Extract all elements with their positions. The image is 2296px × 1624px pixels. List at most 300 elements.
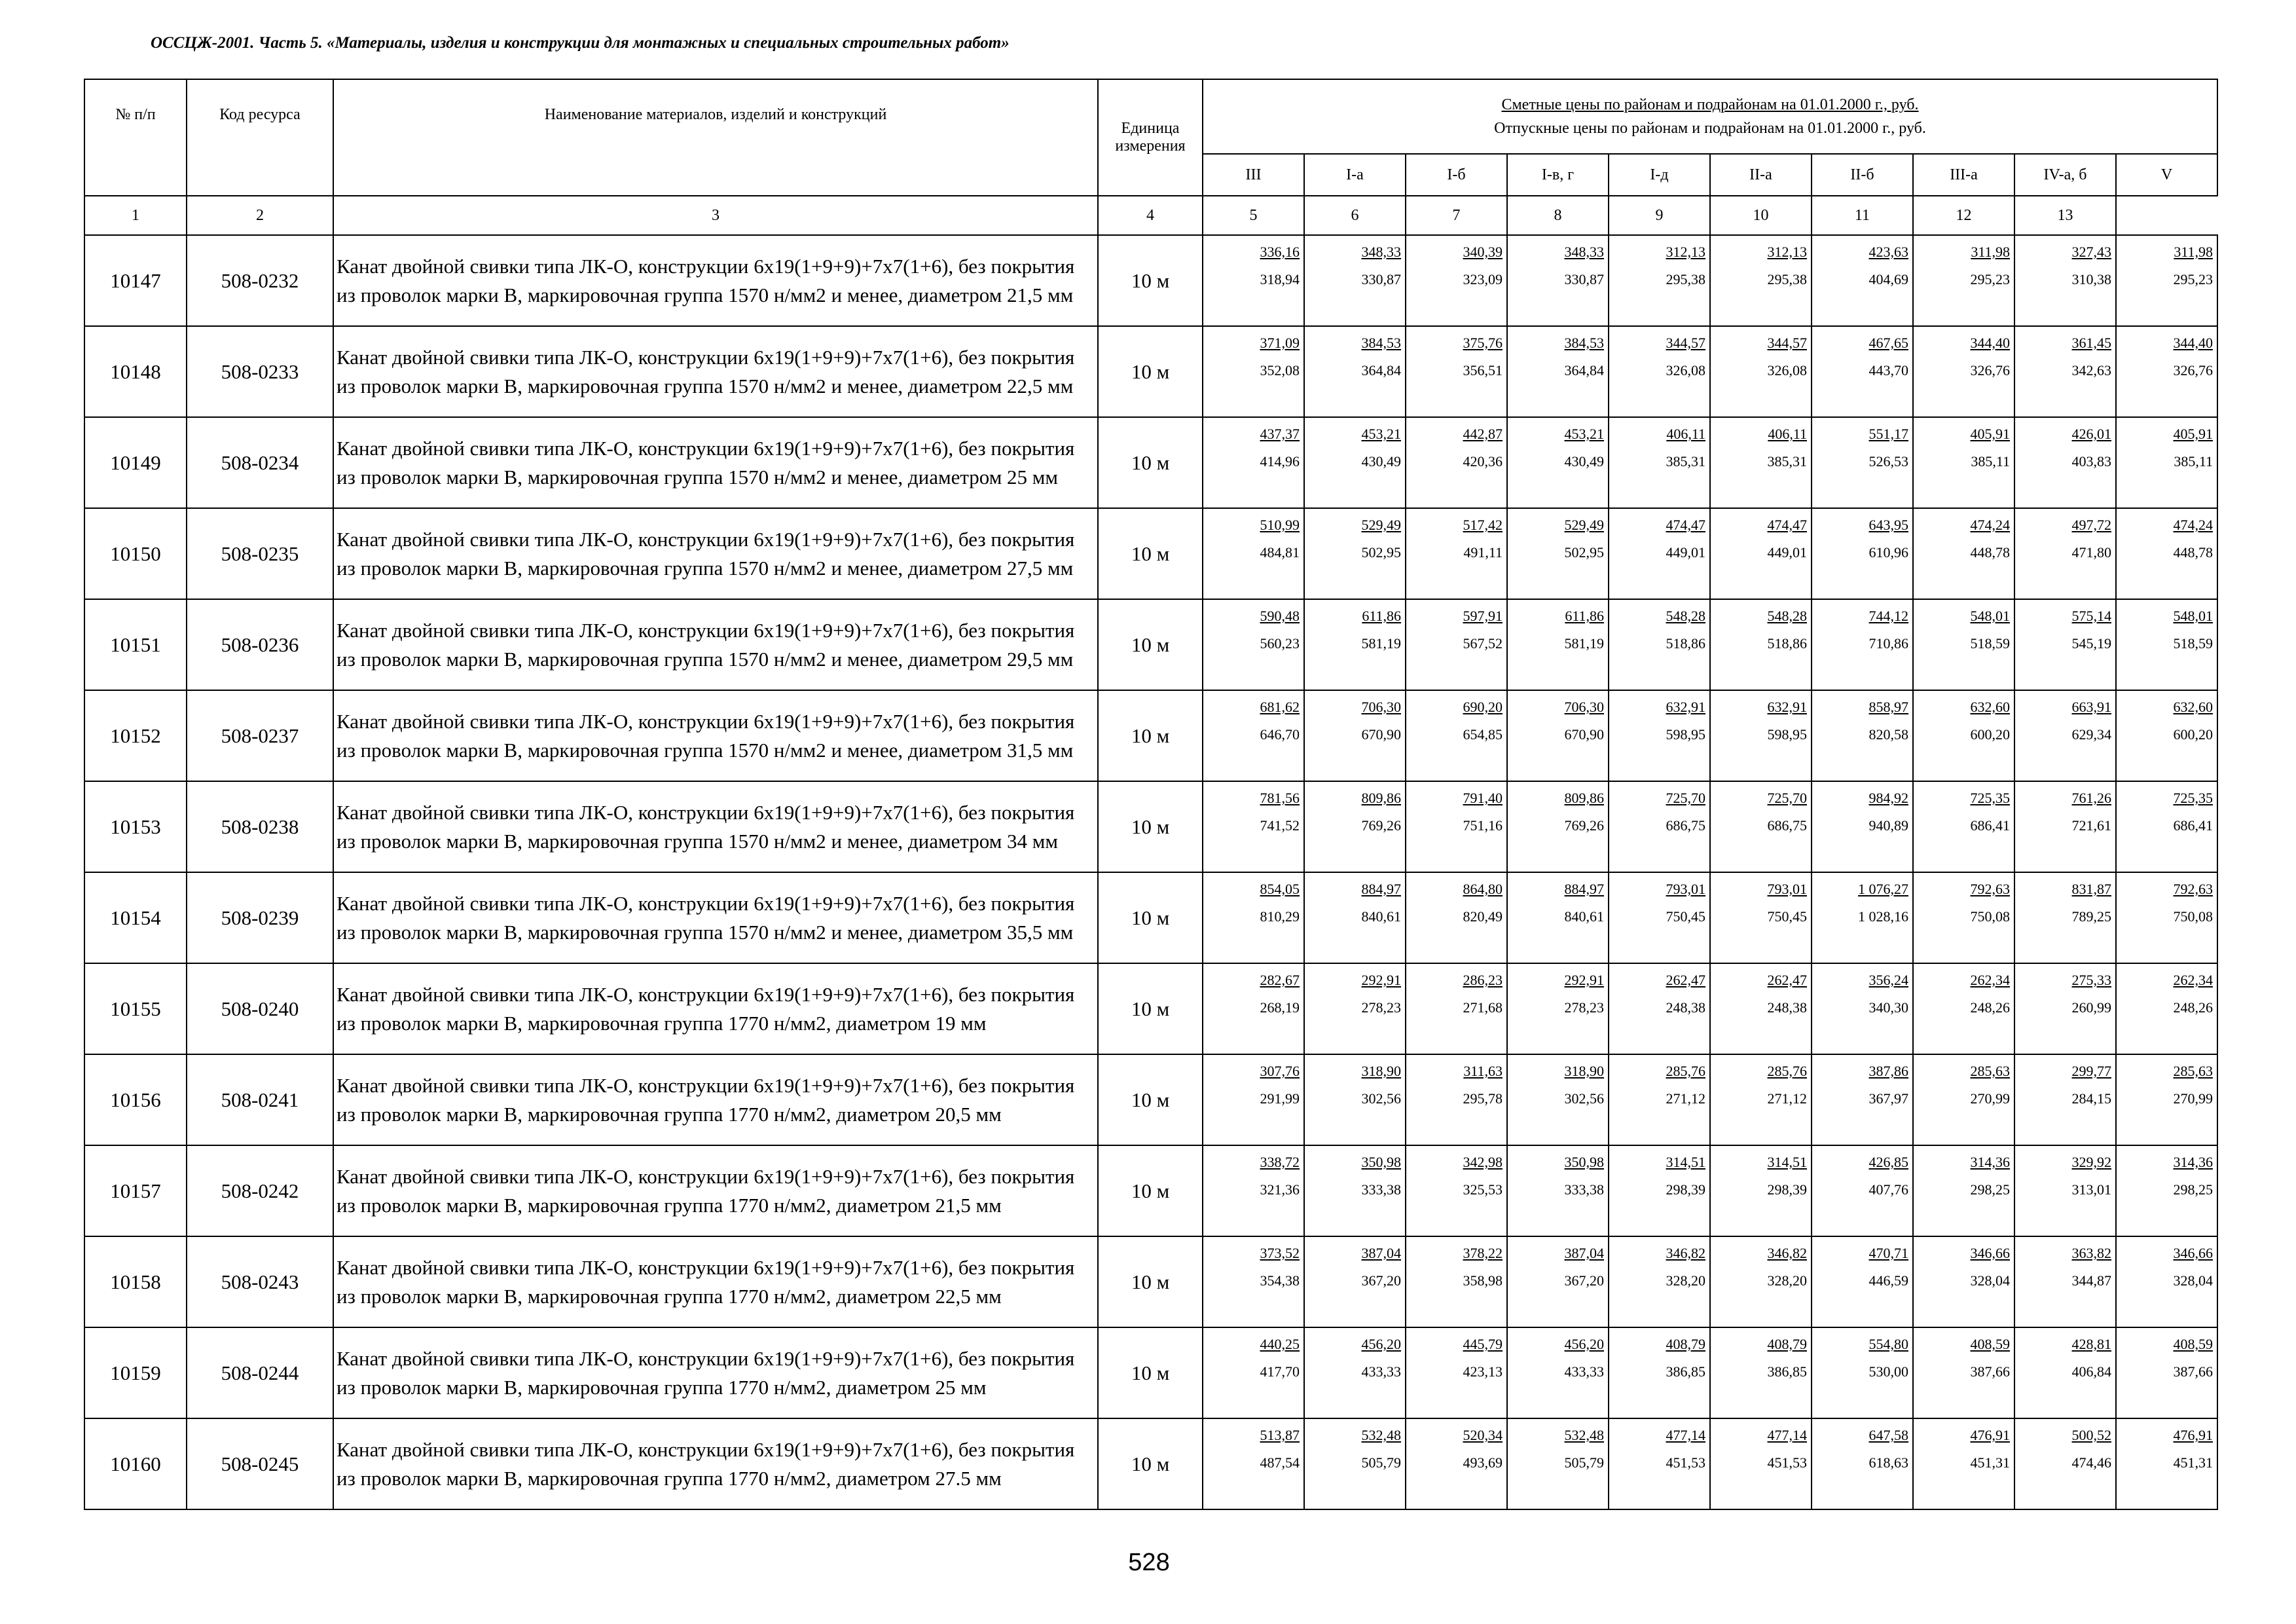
price-cell bbox=[1609, 872, 1710, 963]
price-cell bbox=[2014, 326, 2116, 417]
estimate-price: 387,04 bbox=[1564, 1245, 1604, 1261]
estimate-price: 340,39 bbox=[1463, 244, 1503, 260]
price-cell bbox=[1812, 235, 1913, 326]
estimate-price: 611,86 bbox=[1565, 608, 1604, 624]
estimate-price: 314,36 bbox=[2173, 1154, 2213, 1170]
estimate-price: 529,49 bbox=[1361, 517, 1401, 533]
release-price: 560,23 bbox=[1260, 635, 1300, 652]
estimate-price: 363,82 bbox=[2071, 1245, 2111, 1261]
release-price: 491,11 bbox=[1463, 544, 1503, 561]
release-price: 420,36 bbox=[1463, 453, 1503, 470]
price-cell bbox=[1507, 1327, 1609, 1418]
price-cell bbox=[1406, 872, 1507, 963]
price-cell bbox=[1304, 781, 1406, 872]
release-price: 326,08 bbox=[1767, 362, 1807, 378]
region-header: I-д bbox=[1609, 154, 1710, 196]
price-cell bbox=[1609, 235, 1710, 326]
price-cell bbox=[1203, 417, 1304, 508]
material-name: Канат двойной свивки типа ЛК-О, конструкции 6х19(1+9+9)+7х7(1+6), без покрытия из проволок марки В, маркировочная группа 1570 н/мм2 и менее, диаметром 29,5 мм bbox=[333, 599, 1098, 690]
price-cell bbox=[1710, 1418, 1812, 1509]
col-header-unit: Единица измерения bbox=[1098, 79, 1203, 196]
measure-unit: 10 м bbox=[1098, 417, 1203, 508]
estimate-price: 327,43 bbox=[2071, 244, 2111, 260]
release-price: 484,81 bbox=[1260, 544, 1300, 561]
price-cell bbox=[1609, 1236, 1710, 1327]
estimate-price: 575,14 bbox=[2071, 608, 2111, 624]
column-number: 9 bbox=[1609, 196, 1710, 235]
price-cell bbox=[1812, 690, 1913, 781]
release-price: 448,78 bbox=[1970, 544, 2010, 561]
measure-unit: 10 м bbox=[1098, 1054, 1203, 1145]
release-price: 721,61 bbox=[2071, 817, 2111, 834]
estimate-price: 375,76 bbox=[1463, 335, 1503, 351]
price-cell bbox=[1507, 508, 1609, 599]
release-price: 328,20 bbox=[1666, 1272, 1705, 1289]
column-number: 10 bbox=[1710, 196, 1812, 235]
region-header: II-а bbox=[1710, 154, 1812, 196]
price-cell bbox=[2116, 326, 2217, 417]
document-header: ОССЦЖ-2001. Часть 5. «Материалы, изделия и конструкции для монтажных и специальных строительных работ» bbox=[151, 34, 1010, 52]
release-price: 751,16 bbox=[1463, 817, 1503, 834]
row-number: 10159 bbox=[84, 1327, 187, 1418]
measure-unit: 10 м bbox=[1098, 1418, 1203, 1509]
estimate-price: 809,86 bbox=[1564, 790, 1604, 806]
price-table bbox=[84, 79, 2218, 1510]
estimate-price: 529,49 bbox=[1564, 517, 1604, 533]
release-price: 356,51 bbox=[1463, 362, 1503, 378]
release-price: 820,49 bbox=[1463, 908, 1503, 925]
price-cell bbox=[1609, 1327, 1710, 1418]
release-price: 330,87 bbox=[1361, 271, 1401, 287]
release-price: 840,61 bbox=[1361, 908, 1401, 925]
region-header: I-а bbox=[1304, 154, 1406, 196]
page-number: 528 bbox=[1128, 1549, 1170, 1576]
table-row bbox=[84, 1054, 2217, 1145]
price-cell bbox=[1406, 326, 1507, 417]
estimate-price: 440,25 bbox=[1260, 1336, 1300, 1352]
release-price: 505,79 bbox=[1361, 1454, 1401, 1471]
estimate-price: 864,80 bbox=[1463, 881, 1503, 897]
estimate-price: 792,63 bbox=[1970, 881, 2010, 897]
price-group-header bbox=[1203, 79, 2217, 154]
table-row bbox=[84, 508, 2217, 599]
release-price: 750,45 bbox=[1666, 908, 1705, 925]
estimate-price: 474,47 bbox=[1767, 517, 1807, 533]
estimate-price: 342,98 bbox=[1463, 1154, 1503, 1170]
estimate-price: 285,63 bbox=[1970, 1063, 2010, 1079]
estimate-price: 311,98 bbox=[1971, 244, 2010, 260]
release-price: 629,34 bbox=[2071, 726, 2111, 743]
release-price: 271,68 bbox=[1463, 999, 1503, 1016]
release-price: 493,69 bbox=[1463, 1454, 1503, 1471]
release-price: 686,75 bbox=[1767, 817, 1807, 834]
price-cell bbox=[1406, 417, 1507, 508]
estimate-price: 456,20 bbox=[1564, 1336, 1604, 1352]
release-price: 789,25 bbox=[2071, 908, 2111, 925]
release-price: 741,52 bbox=[1260, 817, 1300, 834]
estimate-price: 474,47 bbox=[1666, 517, 1705, 533]
release-price: 451,53 bbox=[1767, 1454, 1807, 1471]
price-cell bbox=[1406, 690, 1507, 781]
price-cell bbox=[1710, 1327, 1812, 1418]
estimate-price: 791,40 bbox=[1463, 790, 1503, 806]
estimate-price: 437,37 bbox=[1260, 426, 1300, 442]
estimate-price: 1 076,27 bbox=[1858, 881, 1908, 897]
estimate-price: 590,48 bbox=[1260, 608, 1300, 624]
price-cell bbox=[1812, 1236, 1913, 1327]
price-cell bbox=[2116, 781, 2217, 872]
measure-unit: 10 м bbox=[1098, 508, 1203, 599]
release-price: 443,70 bbox=[1868, 362, 1908, 378]
estimate-price: 500,52 bbox=[2071, 1427, 2111, 1443]
release-price: 530,00 bbox=[1868, 1363, 1908, 1380]
release-price: 326,76 bbox=[1970, 362, 2010, 378]
estimate-price: 426,01 bbox=[2071, 426, 2111, 442]
price-cell bbox=[1913, 235, 2014, 326]
estimate-price: 647,58 bbox=[1868, 1427, 1908, 1443]
price-cell bbox=[2116, 1236, 2217, 1327]
release-price: 385,31 bbox=[1666, 453, 1705, 470]
price-cell bbox=[1406, 1054, 1507, 1145]
estimate-price: 453,21 bbox=[1564, 426, 1604, 442]
estimate-price: 477,14 bbox=[1767, 1427, 1807, 1443]
resource-code: 508-0235 bbox=[187, 508, 333, 599]
price-cell bbox=[1507, 1054, 1609, 1145]
release-price: 518,59 bbox=[2173, 635, 2213, 652]
release-price: 295,23 bbox=[2173, 271, 2213, 287]
release-price: 518,86 bbox=[1666, 635, 1705, 652]
price-cell bbox=[1507, 781, 1609, 872]
measure-unit: 10 м bbox=[1098, 963, 1203, 1054]
release-price: 646,70 bbox=[1260, 726, 1300, 743]
price-cell bbox=[1812, 417, 1913, 508]
price-cell bbox=[1913, 1054, 2014, 1145]
release-price: 298,39 bbox=[1767, 1181, 1807, 1198]
release-price: 295,38 bbox=[1666, 271, 1705, 287]
release-price: 505,79 bbox=[1564, 1454, 1604, 1471]
price-cell bbox=[2014, 417, 2116, 508]
estimate-price: 408,79 bbox=[1767, 1336, 1807, 1352]
release-price: 581,19 bbox=[1361, 635, 1401, 652]
price-cell bbox=[1812, 872, 1913, 963]
estimate-price: 286,23 bbox=[1463, 972, 1503, 988]
estimate-price: 725,35 bbox=[1970, 790, 2010, 806]
estimate-price: 350,98 bbox=[1564, 1154, 1604, 1170]
estimate-price: 285,63 bbox=[2173, 1063, 2213, 1079]
estimate-price: 311,98 bbox=[2174, 244, 2213, 260]
release-price: 526,53 bbox=[1868, 453, 1908, 470]
table-row bbox=[84, 1145, 2217, 1236]
price-cell bbox=[1507, 326, 1609, 417]
price-cell bbox=[2116, 599, 2217, 690]
measure-unit: 10 м bbox=[1098, 690, 1203, 781]
price-cell bbox=[1710, 1054, 1812, 1145]
price-cell bbox=[1913, 872, 2014, 963]
price-cell bbox=[1913, 417, 2014, 508]
price-cell bbox=[1406, 599, 1507, 690]
price-cell bbox=[1203, 326, 1304, 417]
estimate-price: 344,57 bbox=[1767, 335, 1807, 351]
estimate-price: 632,60 bbox=[1970, 699, 2010, 715]
price-cell bbox=[1203, 963, 1304, 1054]
release-price: 433,33 bbox=[1564, 1363, 1604, 1380]
estimate-price: 338,72 bbox=[1260, 1154, 1300, 1170]
price-cell bbox=[1406, 1418, 1507, 1509]
price-cell bbox=[1710, 872, 1812, 963]
estimate-price: 344,40 bbox=[1970, 335, 2010, 351]
release-price: 386,85 bbox=[1767, 1363, 1807, 1380]
estimate-price: 517,42 bbox=[1463, 517, 1503, 533]
price-cell bbox=[1812, 599, 1913, 690]
price-cell bbox=[1913, 1327, 2014, 1418]
release-price: 451,31 bbox=[1970, 1454, 2010, 1471]
price-cell bbox=[2014, 235, 2116, 326]
measure-unit: 10 м bbox=[1098, 781, 1203, 872]
resource-code: 508-0244 bbox=[187, 1327, 333, 1418]
price-cell bbox=[1812, 508, 1913, 599]
price-cell bbox=[1913, 963, 2014, 1054]
estimate-price: 781,56 bbox=[1260, 790, 1300, 806]
estimate-price: 663,91 bbox=[2071, 699, 2111, 715]
price-cell bbox=[2014, 599, 2116, 690]
estimate-price: 725,70 bbox=[1767, 790, 1807, 806]
estimate-price: 346,66 bbox=[2173, 1245, 2213, 1261]
release-price: 270,99 bbox=[1970, 1090, 2010, 1107]
release-price: 385,11 bbox=[1971, 453, 2010, 470]
estimate-price: 262,47 bbox=[1767, 972, 1807, 988]
column-number: 12 bbox=[1913, 196, 2014, 235]
estimate-price: 513,87 bbox=[1260, 1427, 1300, 1443]
release-price: 248,26 bbox=[2173, 999, 2213, 1016]
price-cell bbox=[2014, 1327, 2116, 1418]
table-row bbox=[84, 417, 2217, 508]
estimate-prices-caption: Сметные цены по районам и подрайонам на 01.01.2000 г., руб. bbox=[1501, 96, 1919, 113]
price-cell bbox=[1710, 599, 1812, 690]
table-body bbox=[84, 235, 2217, 1509]
price-cell bbox=[1507, 690, 1609, 781]
row-number: 10151 bbox=[84, 599, 187, 690]
estimate-price: 548,28 bbox=[1767, 608, 1807, 624]
release-price: 451,31 bbox=[2173, 1454, 2213, 1471]
release-price: 423,13 bbox=[1463, 1363, 1503, 1380]
price-cell bbox=[1203, 235, 1304, 326]
release-price: 449,01 bbox=[1666, 544, 1705, 561]
release-price: 298,25 bbox=[1970, 1181, 2010, 1198]
material-name: Канат двойной свивки типа ЛК-О, конструкции 6х19(1+9+9)+7х7(1+6), без покрытия из проволок марки В, маркировочная группа 1570 н/мм2 и менее, диаметром 21,5 мм bbox=[333, 235, 1098, 326]
price-cell bbox=[2014, 1236, 2116, 1327]
price-cell bbox=[1609, 1054, 1710, 1145]
resource-code: 508-0242 bbox=[187, 1145, 333, 1236]
price-cell bbox=[1507, 599, 1609, 690]
estimate-price: 348,33 bbox=[1564, 244, 1604, 260]
estimate-price: 548,01 bbox=[2173, 608, 2213, 624]
column-number: 11 bbox=[1812, 196, 1913, 235]
estimate-price: 344,40 bbox=[2173, 335, 2213, 351]
release-price: 810,29 bbox=[1260, 908, 1300, 925]
column-number-row bbox=[84, 196, 2217, 235]
price-cell bbox=[2116, 1418, 2217, 1509]
estimate-price: 314,36 bbox=[1970, 1154, 2010, 1170]
material-name: Канат двойной свивки типа ЛК-О, конструкции 6х19(1+9+9)+7х7(1+6), без покрытия из проволок марки В, маркировочная группа 1770 н/мм2, диаметром 27.5 мм bbox=[333, 1418, 1098, 1509]
price-cell bbox=[1203, 599, 1304, 690]
estimate-price: 373,52 bbox=[1260, 1245, 1300, 1261]
release-price: 598,95 bbox=[1767, 726, 1807, 743]
release-price: 406,84 bbox=[2071, 1363, 2111, 1380]
price-cell bbox=[1406, 1327, 1507, 1418]
estimate-price: 262,47 bbox=[1666, 972, 1705, 988]
estimate-price: 884,97 bbox=[1564, 881, 1604, 897]
estimate-price: 299,77 bbox=[2071, 1063, 2111, 1079]
material-name: Канат двойной свивки типа ЛК-О, конструкции 6х19(1+9+9)+7х7(1+6), без покрытия из проволок марки В, маркировочная группа 1570 н/мм2 и менее, диаметром 27,5 мм bbox=[333, 508, 1098, 599]
row-number: 10158 bbox=[84, 1236, 187, 1327]
column-number: 5 bbox=[1203, 196, 1304, 235]
estimate-price: 285,76 bbox=[1666, 1063, 1705, 1079]
estimate-price: 405,91 bbox=[1970, 426, 2010, 442]
release-price: 271,12 bbox=[1666, 1090, 1705, 1107]
table-row bbox=[84, 963, 2217, 1054]
estimate-price: 793,01 bbox=[1666, 881, 1705, 897]
price-cell bbox=[1304, 508, 1406, 599]
table-row bbox=[84, 235, 2217, 326]
price-cell bbox=[2014, 872, 2116, 963]
price-cell bbox=[1913, 599, 2014, 690]
estimate-price: 792,63 bbox=[2173, 881, 2213, 897]
material-name: Канат двойной свивки типа ЛК-О, конструкции 6х19(1+9+9)+7х7(1+6), без покрытия из проволок марки В, маркировочная группа 1770 н/мм2, диаметром 22,5 мм bbox=[333, 1236, 1098, 1327]
measure-unit: 10 м bbox=[1098, 1327, 1203, 1418]
estimate-price: 532,48 bbox=[1564, 1427, 1604, 1443]
estimate-price: 408,59 bbox=[2173, 1336, 2213, 1352]
estimate-price: 477,14 bbox=[1666, 1427, 1705, 1443]
table-row bbox=[84, 690, 2217, 781]
price-cell bbox=[2014, 1418, 2116, 1509]
release-price: 271,12 bbox=[1767, 1090, 1807, 1107]
release-price: 567,52 bbox=[1463, 635, 1503, 652]
estimate-price: 329,92 bbox=[2071, 1154, 2111, 1170]
estimate-price: 356,24 bbox=[1868, 972, 1908, 988]
price-cell bbox=[1406, 1145, 1507, 1236]
estimate-price: 408,79 bbox=[1666, 1336, 1705, 1352]
price-cell bbox=[1913, 781, 2014, 872]
estimate-price: 312,13 bbox=[1767, 244, 1807, 260]
price-cell bbox=[2014, 508, 2116, 599]
release-price: 358,98 bbox=[1463, 1272, 1503, 1289]
release-price: 750,08 bbox=[1970, 908, 2010, 925]
price-cell bbox=[1304, 872, 1406, 963]
price-cell bbox=[1609, 326, 1710, 417]
row-number: 10150 bbox=[84, 508, 187, 599]
release-price: 581,19 bbox=[1564, 635, 1604, 652]
col-header-no: № п/п bbox=[84, 79, 187, 196]
price-cell bbox=[1507, 963, 1609, 1054]
release-price: 769,26 bbox=[1361, 817, 1401, 834]
price-cell bbox=[2014, 963, 2116, 1054]
price-cell bbox=[1507, 1418, 1609, 1509]
price-cell bbox=[1304, 1236, 1406, 1327]
price-cell bbox=[1203, 690, 1304, 781]
release-price: 404,69 bbox=[1868, 271, 1908, 287]
estimate-price: 350,98 bbox=[1361, 1154, 1401, 1170]
estimate-price: 831,87 bbox=[2071, 881, 2111, 897]
column-number: 3 bbox=[333, 196, 1098, 235]
price-cell bbox=[1609, 417, 1710, 508]
material-name: Канат двойной свивки типа ЛК-О, конструкции 6х19(1+9+9)+7х7(1+6), без покрытия из проволок марки В, маркировочная группа 1570 н/мм2 и менее, диаметром 22,5 мм bbox=[333, 326, 1098, 417]
release-price: 403,83 bbox=[2071, 453, 2111, 470]
release-price: 328,04 bbox=[2173, 1272, 2213, 1289]
estimate-price: 532,48 bbox=[1361, 1427, 1401, 1443]
release-price: 686,75 bbox=[1666, 817, 1705, 834]
release-prices-caption: Отпускные цены по районам и подрайонам на 01.01.2000 г., руб. bbox=[1494, 120, 1926, 137]
row-number: 10149 bbox=[84, 417, 187, 508]
estimate-price: 476,91 bbox=[2173, 1427, 2213, 1443]
price-cell bbox=[1812, 1418, 1913, 1509]
price-cell bbox=[1304, 417, 1406, 508]
resource-code: 508-0240 bbox=[187, 963, 333, 1054]
row-number: 10154 bbox=[84, 872, 187, 963]
estimate-price: 632,60 bbox=[2173, 699, 2213, 715]
release-price: 545,19 bbox=[2071, 635, 2111, 652]
release-price: 670,90 bbox=[1564, 726, 1604, 743]
release-price: 367,97 bbox=[1868, 1090, 1908, 1107]
release-price: 385,31 bbox=[1767, 453, 1807, 470]
price-cell bbox=[1812, 781, 1913, 872]
price-cell bbox=[1304, 1418, 1406, 1509]
release-price: 340,30 bbox=[1868, 999, 1908, 1016]
release-price: 268,19 bbox=[1260, 999, 1300, 1016]
release-price: 474,46 bbox=[2071, 1454, 2111, 1471]
region-header: III bbox=[1203, 154, 1304, 196]
release-price: 333,38 bbox=[1564, 1181, 1604, 1198]
price-cell bbox=[1710, 235, 1812, 326]
estimate-price: 470,71 bbox=[1868, 1245, 1908, 1261]
price-cell bbox=[1812, 1054, 1913, 1145]
release-price: 433,33 bbox=[1361, 1363, 1401, 1380]
release-price: 1 028,16 bbox=[1858, 908, 1908, 925]
region-header: II-б bbox=[1812, 154, 1913, 196]
price-cell bbox=[1203, 872, 1304, 963]
estimate-price: 984,92 bbox=[1868, 790, 1908, 806]
price-cell bbox=[1203, 1236, 1304, 1327]
price-cell bbox=[1406, 1236, 1507, 1327]
price-cell bbox=[1710, 690, 1812, 781]
estimate-price: 336,16 bbox=[1260, 244, 1300, 260]
price-cell bbox=[1507, 1145, 1609, 1236]
price-cell bbox=[1913, 508, 2014, 599]
release-price: 248,38 bbox=[1666, 999, 1705, 1016]
price-cell bbox=[1203, 781, 1304, 872]
row-number: 10152 bbox=[84, 690, 187, 781]
price-cell bbox=[1507, 235, 1609, 326]
price-cell bbox=[2116, 963, 2217, 1054]
measure-unit: 10 м bbox=[1098, 326, 1203, 417]
price-cell bbox=[1710, 1145, 1812, 1236]
release-price: 387,66 bbox=[2173, 1363, 2213, 1380]
price-cell bbox=[1710, 326, 1812, 417]
price-cell bbox=[1913, 690, 2014, 781]
material-name: Канат двойной свивки типа ЛК-О, конструкции 6х19(1+9+9)+7х7(1+6), без покрытия из проволок марки В, маркировочная группа 1770 н/мм2, диаметром 25 мм bbox=[333, 1327, 1098, 1418]
estimate-price: 371,09 bbox=[1260, 335, 1300, 351]
estimate-price: 681,62 bbox=[1260, 699, 1300, 715]
price-cell bbox=[1406, 508, 1507, 599]
estimate-price: 474,24 bbox=[1970, 517, 2010, 533]
estimate-price: 474,24 bbox=[2173, 517, 2213, 533]
release-price: 364,84 bbox=[1361, 362, 1401, 378]
row-number: 10148 bbox=[84, 326, 187, 417]
price-cell bbox=[1304, 326, 1406, 417]
price-cell bbox=[1406, 963, 1507, 1054]
material-name: Канат двойной свивки типа ЛК-О, конструкции 6х19(1+9+9)+7х7(1+6), без покрытия из проволок марки В, маркировочная группа 1770 н/мм2, диаметром 20,5 мм bbox=[333, 1054, 1098, 1145]
estimate-price: 632,91 bbox=[1666, 699, 1705, 715]
price-cell bbox=[2116, 690, 2217, 781]
